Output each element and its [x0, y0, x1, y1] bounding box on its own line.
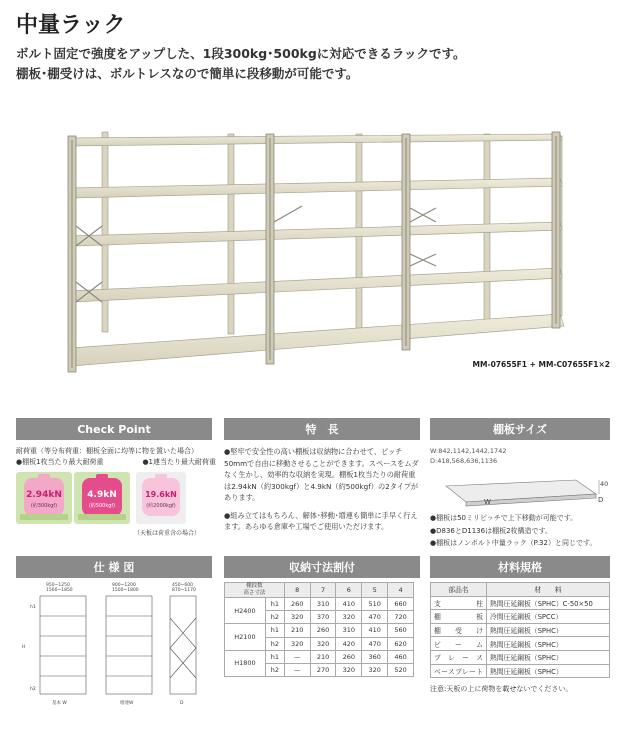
value-cell: 410 [336, 598, 362, 611]
value-cell: 460 [388, 650, 414, 663]
lead-line-2: 棚板･棚受けは、ボルトレスなので簡単に段移動が可能です。 [16, 66, 359, 81]
spec-drawing-header: 仕 様 図 [16, 556, 212, 578]
part-cell: ビーム [431, 637, 487, 651]
check-point-text [16, 446, 216, 468]
material-cell: 熱間圧延鋼板（SPHC） [487, 664, 610, 678]
features-header: 特 長 [224, 418, 420, 440]
weight-value-3: 19.6kN [145, 490, 177, 499]
shelf-board-diagram [436, 466, 609, 510]
lead-line-1: ボルト固定で強度をアップした、1段300kg･500kgに対応できるラックです。 [16, 46, 466, 61]
value-cell: 310 [336, 624, 362, 637]
height-cell: H2400 [225, 598, 266, 624]
material-cell: 熱間圧延鋼板（SPHC） [487, 623, 610, 637]
table-row [225, 598, 414, 611]
table-row [431, 637, 610, 651]
value-cell: 470 [362, 637, 388, 650]
value-cell: 320 [336, 611, 362, 624]
weight-value-1: 2.94kN [26, 490, 62, 500]
shelf-d-label: D [598, 496, 604, 504]
value-cell: 320 [284, 611, 310, 624]
shelf-width-values: W:842,1142,1442,1742 [430, 447, 507, 455]
material-cell: 熱間圧延鋼板（SPHC） [487, 637, 610, 651]
shelf-size-header: 棚板サイズ [430, 418, 610, 440]
model-caption: MM-07655F1 + MM-C07655F1×2 [472, 360, 610, 369]
value-cell: 260 [310, 624, 336, 637]
value-cell: 260 [284, 598, 310, 611]
table-row [431, 650, 610, 664]
value-cell: 270 [310, 663, 336, 676]
value-cell: 620 [388, 637, 414, 650]
value-cell: 210 [310, 650, 336, 663]
shelf-height-label: 40 [600, 480, 609, 488]
table-row [431, 583, 610, 597]
table-row [225, 624, 414, 637]
part-cell: 棚板 [431, 610, 487, 624]
corner-cell [225, 583, 285, 598]
weight-card-4-9 [74, 472, 130, 524]
svg-text:D: D [180, 701, 184, 706]
table-row [431, 610, 610, 624]
dimensions-table [224, 582, 414, 677]
sub-cell: h2 [265, 637, 284, 650]
materials-head-part: 部品名 [431, 583, 487, 597]
shelf-note-3: ●棚板はノンボルト中量ラック（P.32）と同じです。 [430, 539, 597, 547]
weight-card-19-6 [136, 472, 186, 524]
shelf-note-1: ●棚板は50ミリピッチで上下移動が可能です。 [430, 514, 578, 522]
height-cell: H2100 [225, 624, 266, 650]
material-cell: 熱間圧延鋼板（SPHC） [487, 650, 610, 664]
page-title: 中量ラック [16, 13, 126, 38]
value-cell: 560 [388, 624, 414, 637]
features-paragraph-1: ●堅牢で安全性の高い棚板は収納物に合わせて、ピッチ50mmで自由に移動させることができます。スペースをムダなく生かし、効率的な収納を実現。棚板1枚当たりの耐荷重は2.94kN（約300kgf）と4.9kN（約500kgf）の2タイプがあります。 [224, 447, 419, 502]
svg-text:1500~1800: 1500~1800 [112, 588, 139, 593]
value-cell: — [284, 650, 310, 663]
value-cell: 360 [362, 650, 388, 663]
dimensions-header: 収納寸法割付 [224, 556, 420, 578]
bolt-note: （天板は荷重含の場合） [134, 530, 201, 537]
sub-cell: h1 [265, 598, 284, 611]
value-cell: 320 [336, 663, 362, 676]
value-cell: 410 [362, 624, 388, 637]
part-cell: 支柱 [431, 596, 487, 610]
materials-header: 材料規格 [430, 556, 610, 578]
check-point-line1: 耐荷重（等分布荷重：棚板全面に均等に物を置いた場合） [16, 447, 198, 455]
features-text [224, 446, 420, 539]
material-cell: 冷間圧延鋼板（SPCC） [487, 610, 610, 624]
weight-value-2: 4.9kN [87, 490, 117, 500]
value-cell: 660 [388, 598, 414, 611]
corner-bottom-label: 高さ寸法 [243, 590, 266, 596]
shelf-size-values [430, 446, 506, 466]
col-header: 8 [284, 583, 310, 598]
features-paragraph-2: ●組み立てはもちろん、解体･移動･増連も簡単に手早く行えます。あらゆる倉庫や工場でご使用いただけます。 [224, 510, 418, 531]
col-header: 5 [362, 583, 388, 598]
svg-text:950~1250: 950~1250 [46, 583, 70, 588]
value-cell: 260 [336, 650, 362, 663]
value-cell: 210 [284, 624, 310, 637]
col-header: 6 [336, 583, 362, 598]
check-point-header: Check Point [16, 418, 212, 440]
table-row [431, 596, 610, 610]
materials-head-material: 材 料 [487, 583, 610, 597]
col-header: 4 [388, 583, 414, 598]
value-cell: 420 [336, 637, 362, 650]
sub-cell: h2 [265, 663, 284, 676]
table-row [225, 650, 414, 663]
svg-text:1560~1850: 1560~1850 [46, 588, 73, 593]
check-point-label-left: ●棚板1枚当たり最大耐荷重 [16, 458, 104, 466]
check-point-label-right: ●1連当たり最大耐荷重 [142, 458, 216, 466]
svg-text:基本 W: 基本 W [52, 701, 67, 706]
part-cell: 棚受け [431, 623, 487, 637]
sub-cell: h1 [265, 650, 284, 663]
value-cell: 370 [310, 611, 336, 624]
svg-text:h1: h1 [30, 605, 36, 610]
value-cell: 510 [362, 598, 388, 611]
svg-text:870~1170: 870~1170 [172, 588, 196, 593]
svg-text:増連W: 増連W [120, 701, 134, 706]
shelf-w-label: W [484, 498, 491, 506]
part-cell: ベースプレート [431, 664, 487, 678]
sub-cell: h1 [265, 624, 284, 637]
shelf-size-notes [430, 512, 596, 550]
value-cell: 720 [388, 611, 414, 624]
weight-sub-3: (約2000kgf) [146, 503, 176, 509]
corner-top-label: 棚段数 [246, 583, 263, 589]
sub-cell: h2 [265, 611, 284, 624]
weight-sub-2: (約500kgf) [88, 503, 116, 509]
svg-text:h2: h2 [30, 687, 36, 692]
svg-text:450~600: 450~600 [172, 583, 193, 588]
height-cell: H1800 [225, 650, 266, 676]
svg-text:900~1200: 900~1200 [112, 583, 136, 588]
spec-drawing [16, 578, 212, 708]
materials-note: 注意:天板の上に荷物を載せないでください。 [430, 685, 573, 693]
rack-illustration [40, 126, 600, 376]
value-cell: 320 [284, 637, 310, 650]
col-header: 7 [310, 583, 336, 598]
weight-sub-1: (約300kgf) [30, 503, 58, 509]
svg-text:H: H [22, 645, 26, 650]
table-row [225, 583, 414, 598]
value-cell: 320 [362, 663, 388, 676]
value-cell: — [284, 663, 310, 676]
value-cell: 470 [362, 611, 388, 624]
shelf-depth-values: D:418,568,636,1136 [430, 457, 498, 465]
value-cell: 310 [310, 598, 336, 611]
shelf-note-2: ●D836とD1136は棚板2枚構造です。 [430, 526, 552, 535]
table-row [431, 664, 610, 678]
materials-table [430, 582, 610, 678]
part-cell: ブレース [431, 650, 487, 664]
value-cell: 320 [310, 637, 336, 650]
value-cell: 520 [388, 663, 414, 676]
table-row [431, 623, 610, 637]
material-cell: 熱間圧延鋼板（SPHC）C-50×50 [487, 596, 610, 610]
weight-card-2-94 [16, 472, 72, 524]
